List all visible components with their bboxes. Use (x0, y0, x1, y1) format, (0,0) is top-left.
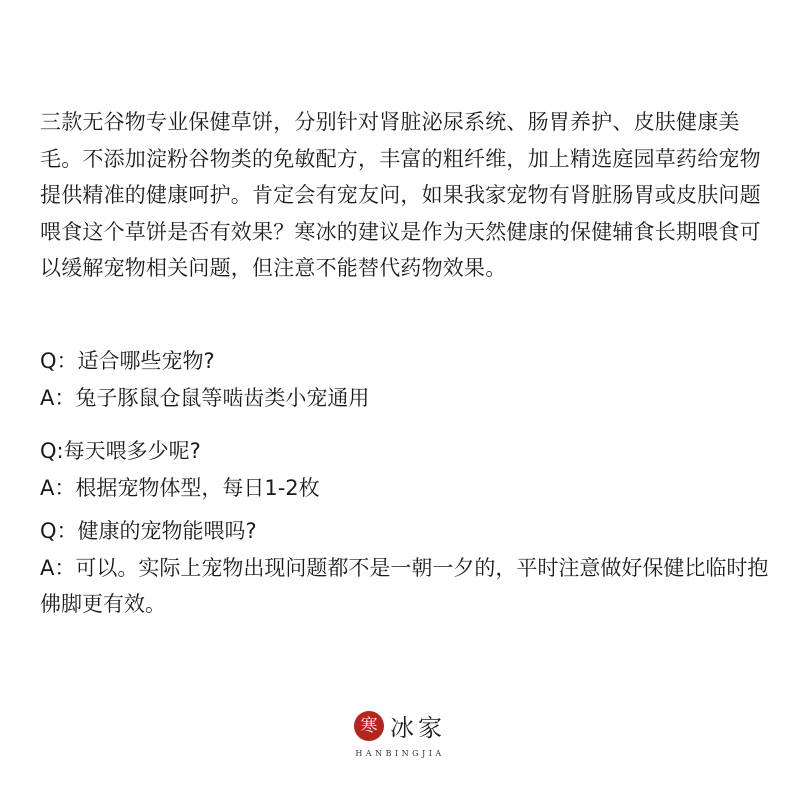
faq-answer: A：兔子豚鼠仓鼠等啮齿类小宠通用 (40, 385, 370, 410)
faq-question: Q：健康的宠物能喂吗? (40, 519, 257, 543)
faq-answer: A：可以。实际上宠物出现问题都不是一朝一夕的，平时注意做好保健比临时抱佛脚更有效。 (40, 555, 769, 616)
faq-question: Q:每天喂多少呢? (40, 439, 201, 463)
brand-latin-name: HANBINGJIA (355, 749, 445, 758)
brand-row (354, 708, 446, 743)
brand-name: 冰家 (390, 714, 446, 742)
brand-logo (0, 708, 800, 758)
faq-item (40, 343, 780, 416)
faq-item (40, 513, 780, 623)
faq-item (40, 433, 780, 506)
faq-answer: A：根据宠物体型，每日1-2枚 (40, 475, 320, 500)
brand-seal-icon: 寒 (354, 711, 384, 741)
faq-question: Q：适合哪些宠物? (40, 349, 215, 373)
intro-paragraph: 三款无谷物专业保健草饼，分别针对肾脏泌尿系统、肠胃养护、皮肤健康美毛。不添加淀粉谷物类的免敏配方，丰富的粗纤维，加上精选庭园草药给宠物提供精准的健康呵护。肯定会有宠友问，如果我家宠物有肾脏肠胃或皮肤问题喂食这个草饼是否有效果？寒冰的建议是作为天然健康的保健辅食长期喂食可以缓解宠物相关问题，但注意不能替代药物效果。 (40, 110, 761, 280)
